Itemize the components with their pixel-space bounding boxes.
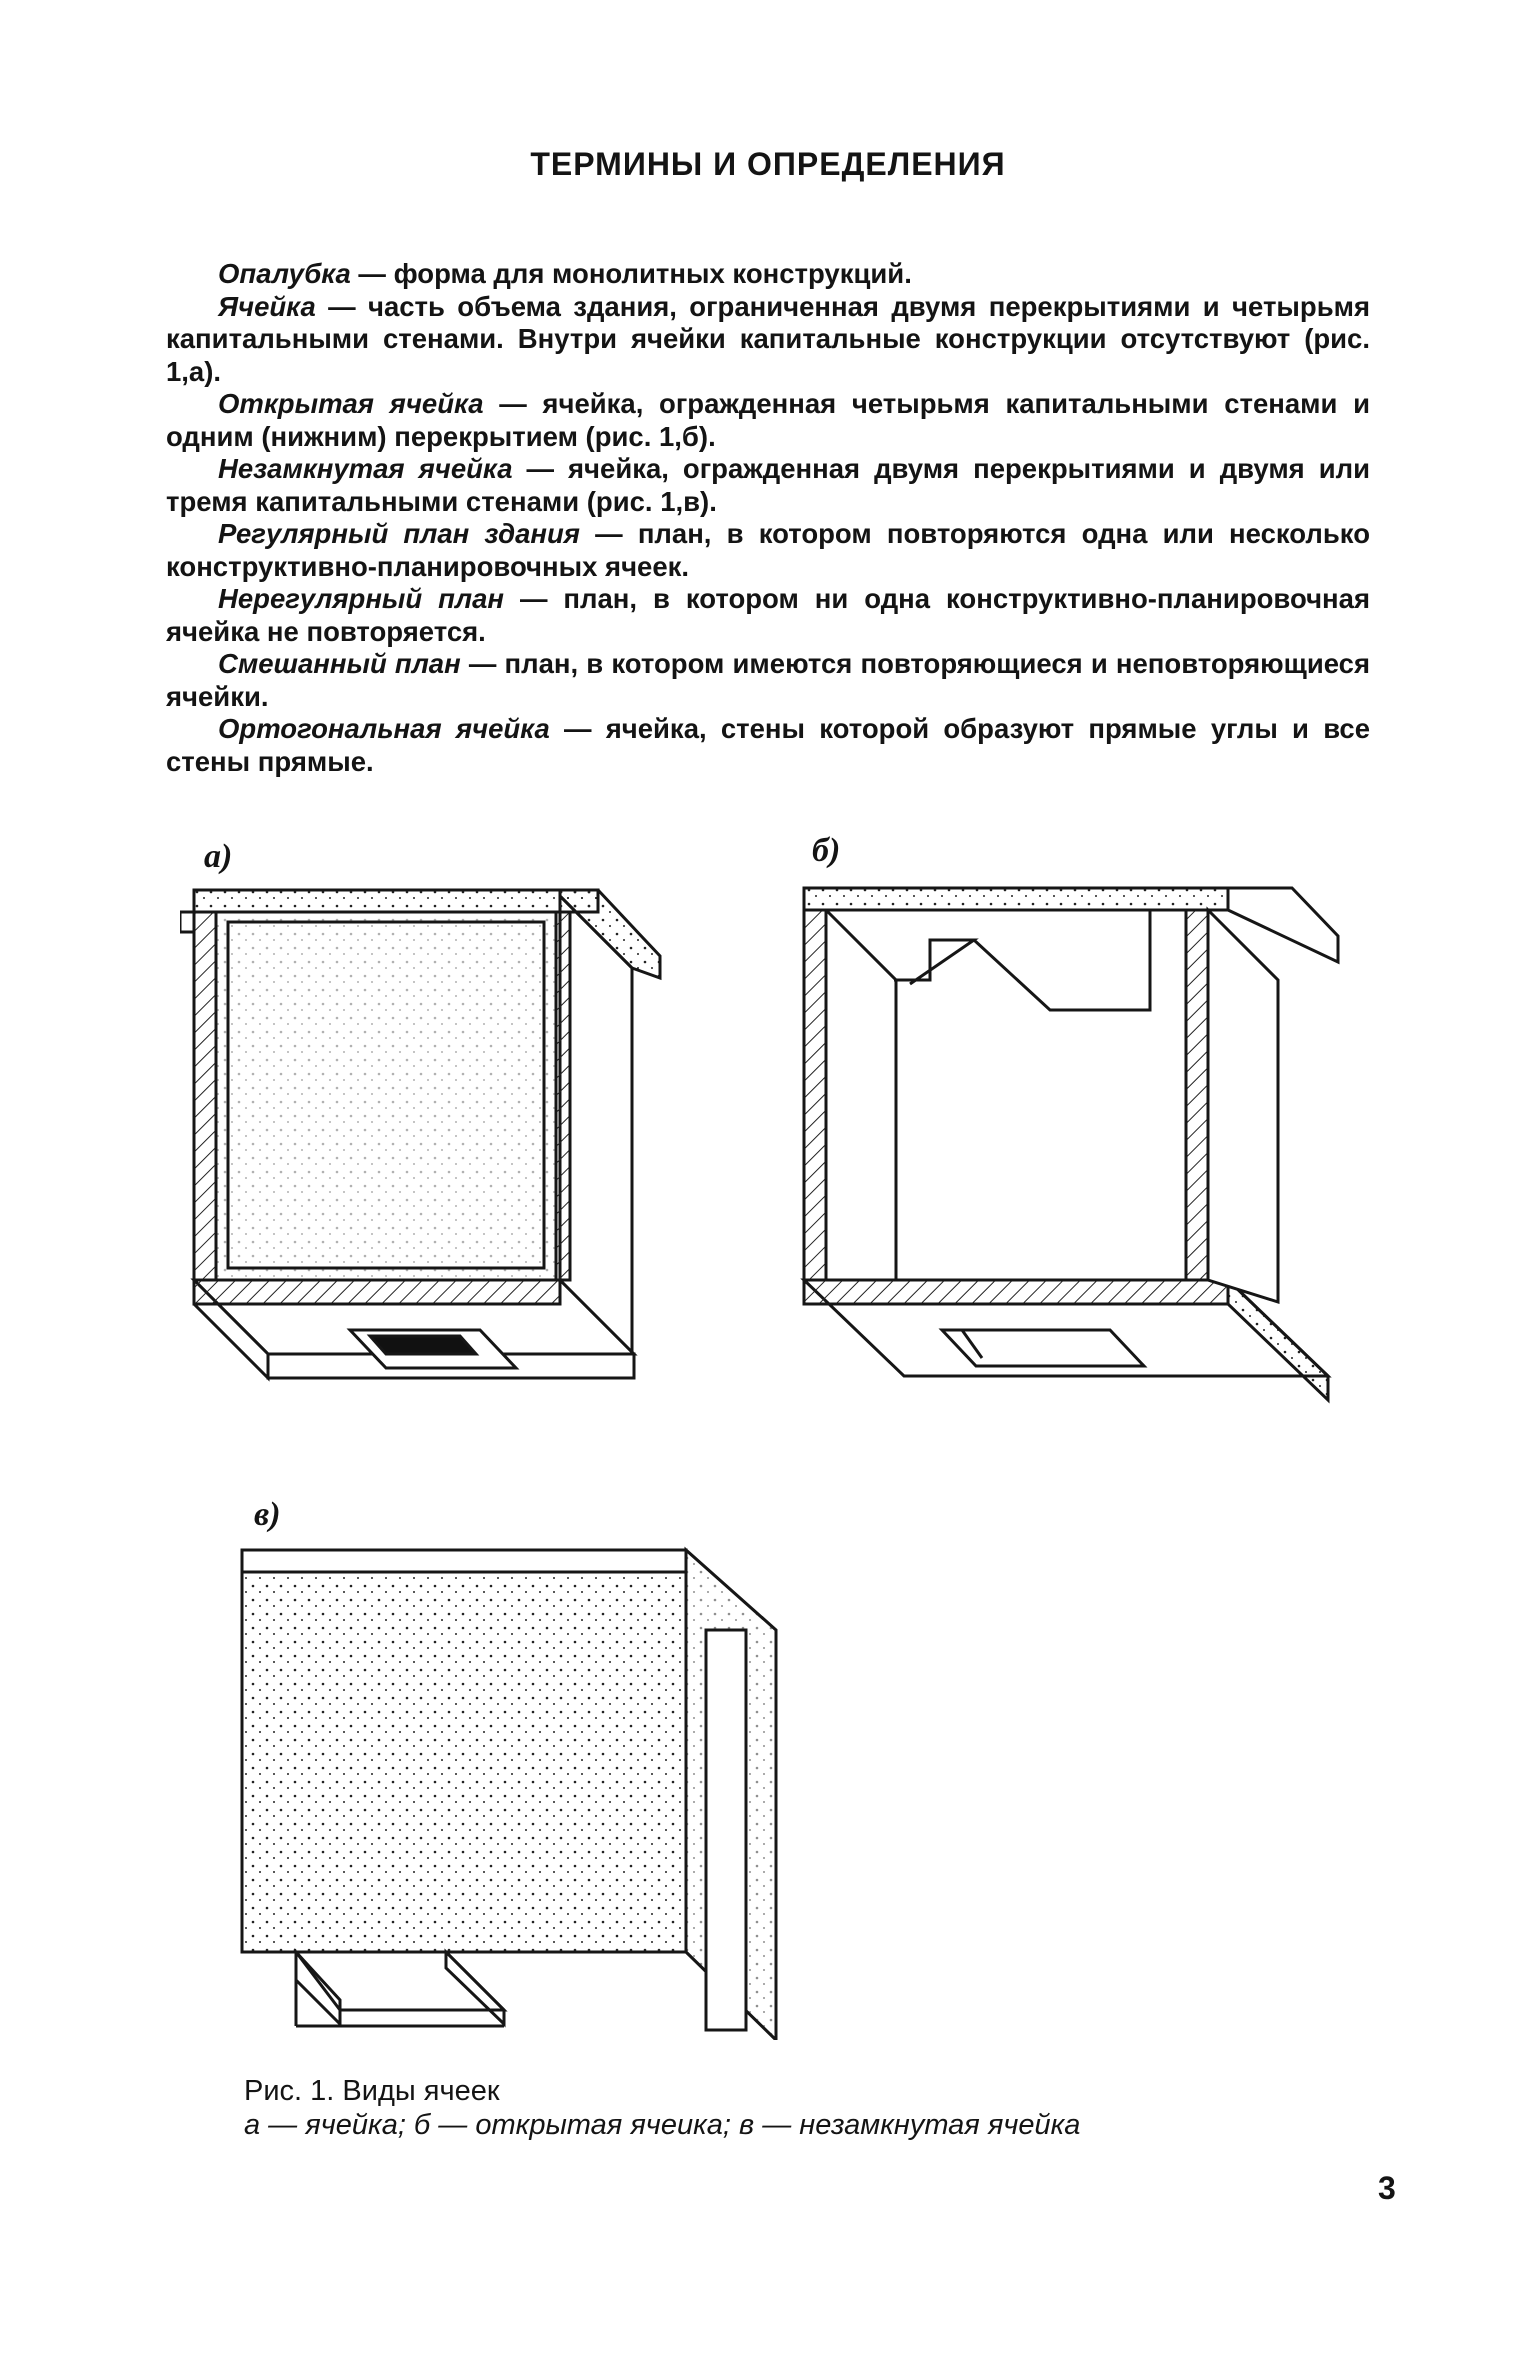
definition-item [166, 518, 1370, 583]
definition-item [166, 388, 1370, 453]
figure-b-open-cell-drawing [792, 872, 1352, 1432]
definition-text: — ячейка, огражденная четырьмя капитальными стенами и одним (нижним) перекрытием (рис. 1,б). [166, 388, 1371, 452]
figure-caption [244, 2074, 1080, 2142]
definition-term: Ортогональная ячейка [218, 713, 550, 744]
definition-text: — план, в котором имеются повторяющиеся и неповторяющиеся ячейки. [166, 648, 1370, 712]
figure-a-cell-drawing [180, 860, 740, 1420]
caption-legend: а — ячейка; б — открытая ячеика; в — незамкнутая ячейка [244, 2109, 1081, 2141]
caption-title: Рис. 1. Виды ячеек [244, 2075, 500, 2107]
definition-text: — план, в котором ни одна конструктивно-планировочная ячейка не повторяется. [166, 583, 1370, 647]
figure-v-unclosed-cell-drawing [236, 1540, 796, 2040]
definition-term: Незамкнутая ячейка [218, 453, 513, 484]
figure-label-v: в) [254, 1496, 281, 1533]
definition-item [166, 713, 1370, 778]
page-title: ТЕРМИНЫ И ОПРЕДЕЛЕНИЯ [530, 146, 1006, 182]
definition-text: — часть объема здания, ограниченная двумя перекрытиями и четырьмя капитальными стенами. Внутри ячейки капитальные конструкции отсутствуют (рис. 1,а). [166, 290, 1370, 387]
definition-term: Регулярный план здания [218, 518, 580, 549]
definition-text: — ячейка, стены которой образуют прямые углы и все стены прямые. [166, 713, 1371, 777]
definition-text: — ячейка, огражденная двумя перекрытиями и двумя или тремя капитальными стенами (рис. 1,в). [166, 453, 1370, 517]
definition-term: Нерегулярный план [218, 583, 504, 614]
definitions-list [166, 258, 1370, 778]
page-number: 3 [1378, 2170, 1396, 2206]
definition-term: Опалубка [218, 258, 351, 289]
definition-term: Открытая ячейка [218, 388, 484, 419]
figure-label-a: а) [204, 838, 233, 875]
definition-text: — план, в котором повторяются одна или несколько конструктивно-планировочных ячеек. [166, 518, 1370, 582]
definition-term: Смешанный план [218, 648, 461, 679]
definition-term: Ячейка [218, 290, 316, 322]
definition-item [166, 291, 1370, 389]
figure-label-b: б) [812, 832, 841, 869]
definition-item [166, 648, 1370, 713]
definition-item [166, 258, 1370, 291]
definition-text: — форма для монолитных конструкций. [350, 258, 912, 289]
definition-item [166, 583, 1370, 648]
definition-item [166, 453, 1370, 518]
